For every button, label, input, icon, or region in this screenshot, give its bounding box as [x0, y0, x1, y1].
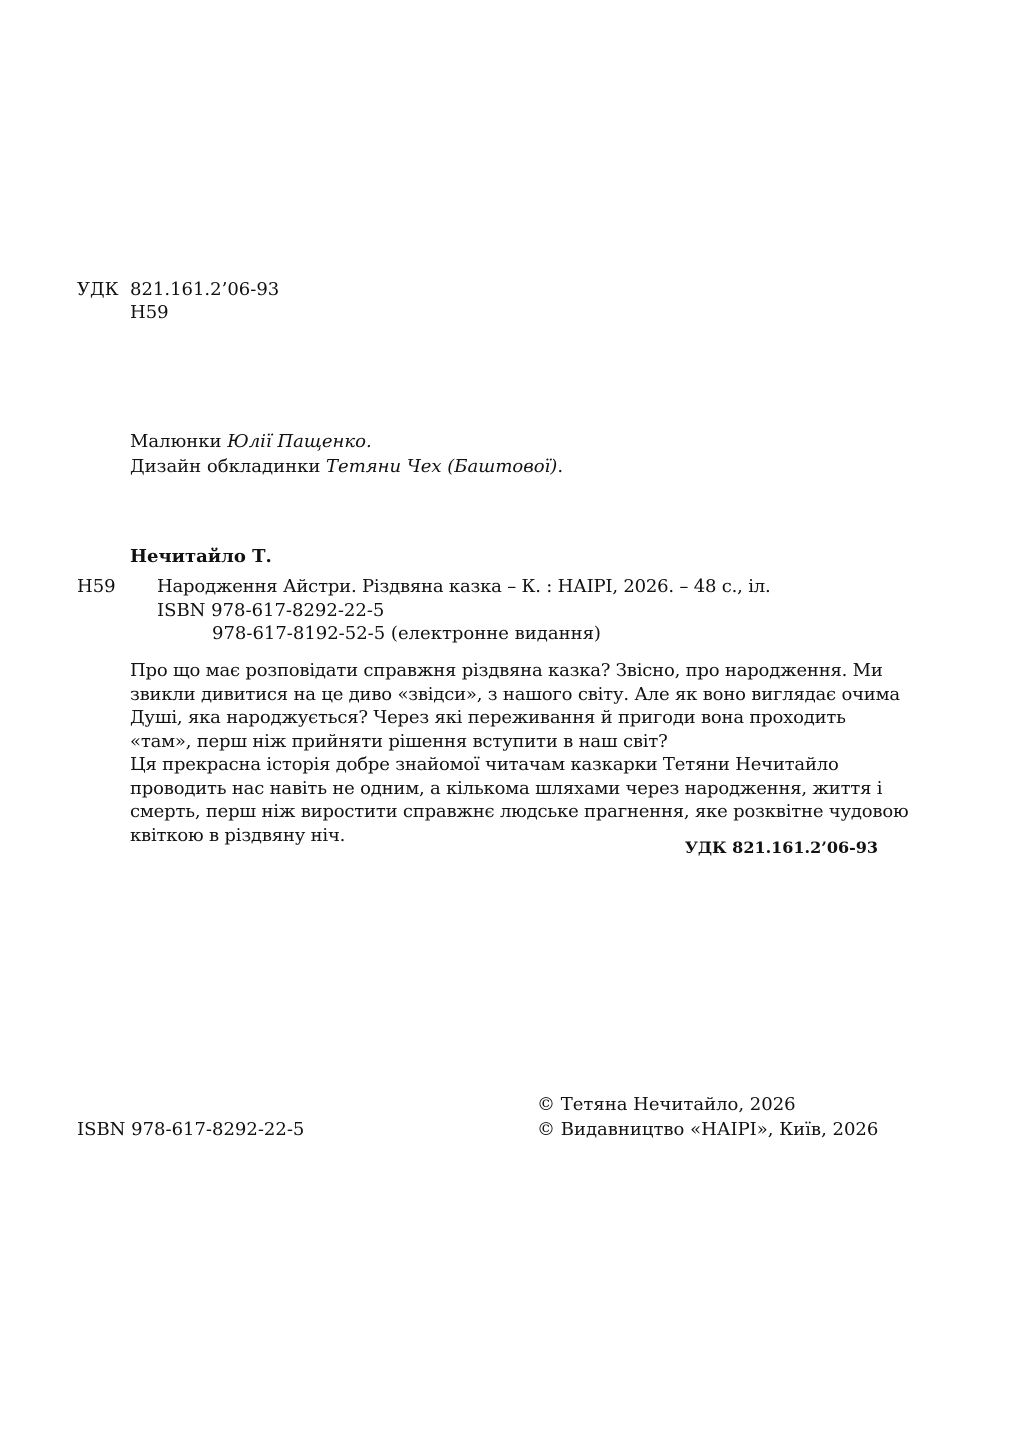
illustrations-credit — [130, 430, 563, 455]
cover-credit — [130, 455, 563, 480]
annotation-line: «там», перш ніж прийняти рішення вступити в наш світ? — [130, 730, 668, 752]
annotation — [130, 659, 910, 847]
udc-code: 821.161.2’06-93 — [130, 279, 280, 300]
bibliographic-title: Народження Айстри. Різдвяна казка – К. : НАІРІ, 2026. – 48 с., іл. — [157, 576, 771, 597]
annotation-line: смерть, перш ніж виростити справжнє людське прагнення, яке розквітне чудовою — [130, 801, 909, 822]
udc-bottom: УДК 821.161.2’06-93 — [684, 838, 878, 857]
isbn-print: ISBN 978-617-8292-22-5 — [157, 600, 385, 621]
author-mark-top: Н59 — [130, 302, 169, 323]
illustrator-name: Юлії Пащенко. — [227, 431, 372, 452]
copyright-block — [537, 1093, 878, 1143]
copyright-author: © Тетяна Нечитайло, 2026 — [537, 1094, 796, 1115]
annotation-line: звикли дивитися на це диво «звідси», з нашого світу. Але як воно виглядає очима — [130, 683, 900, 705]
annotation-line: Про що має розповідати справжня різдвяна казка? Звісно, про народження. Ми — [130, 660, 883, 681]
annotation-line: квіткою в різдвяну ніч. — [130, 824, 346, 846]
annotation-paragraph — [130, 659, 910, 847]
udc-label: УДК — [77, 279, 119, 300]
author-mark: Н59 — [77, 576, 116, 597]
cover-prefix: Дизайн обкладинки — [130, 456, 327, 477]
annotation-line: Душі, яка народжується? Через які переживання й пригоди вона проходить — [130, 707, 846, 728]
credits — [130, 430, 563, 480]
author-name: Нечитайло Т. — [130, 546, 272, 567]
copyright-publisher: © Видавництво «НАІРІ», Київ, 2026 — [537, 1119, 879, 1140]
isbn-electronic: 978-617-8192-52-5 (електронне видання) — [212, 623, 601, 644]
illustrations-prefix: Малюнки — [130, 431, 228, 452]
cover-suffix: . — [557, 456, 564, 477]
isbn-footer: ISBN 978-617-8292-22-5 — [77, 1119, 305, 1140]
cover-designer-name: Тетяни Чех (Баштової) — [326, 456, 558, 477]
annotation-line: Ця прекрасна історія добре знайомої читачам казкарки Тетяни Нечитайло — [130, 754, 839, 775]
annotation-line: проводить нас навіть не одним, а кількома шляхами через народження, життя і — [130, 777, 883, 799]
